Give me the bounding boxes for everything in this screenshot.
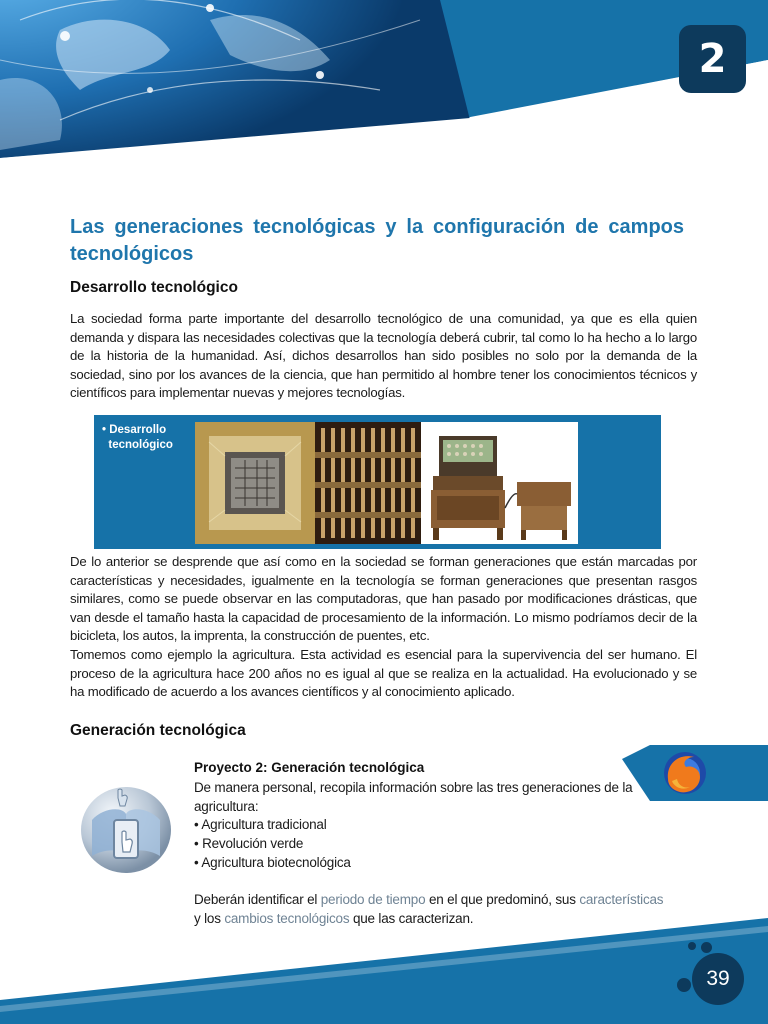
decorative-dot [677,978,691,992]
task-text-suffix: que las caracterizan. [349,911,474,926]
paragraph-generations: De lo anterior se desprende que así como en la sociedad se forman generaciones que están marcadas por características y necesidades, igualmente en la tecnología se forman generaciones que presentan rasgos similares, como se puede observar en las computadoras, que han pasado por modificaciones drásticas, que van desde el tamaño hasta la capacidad de procesamiento de la información. Lo mismo podríamos decir de la bicicleta, los autos, la imprenta, la construcción de puentes, etc. [70,554,697,644]
decorative-dot [701,942,712,953]
difference-engine-photo [315,422,421,544]
paragraph-intro: La sociedad forma parte importante del desarrollo tecnológico de una comunidad, ya que es ella quien demanda y dispara las necesidades colectivas que la tecnología deberá cubrir, tal como lo ha hecho a lo largo de la historia de la humanidad. Así, dichos desarrollos han sido posibles no solo por la demanda de la sociedad, sino por los avances de la ciencia, que han permitido al hombre tener los conocimientos técnicos y científicos para implementar nuevas y mejores tecnologías. [70,311,697,401]
touch-device-icon [78,784,174,874]
section-title: Las generaciones tecnológicas y la configuración de campos tecnológicos [70,216,684,265]
agriculture-generations-list [194,816,634,872]
microchip-photo [195,422,315,544]
page-number: 39 [692,953,744,1005]
footer-wave [0,918,768,1024]
subheading-generacion: Generación tecnológica [70,722,246,739]
technology-image-strip [94,415,661,549]
list-item: • Agricultura biotecnológica [194,854,351,870]
project-title: Proyecto 2: Generación tecnológica [194,760,425,775]
task-text-prefix: Deberán identificar el [194,892,321,907]
project-body [194,779,634,873]
early-computer-photo [421,422,578,544]
project-intro: De manera personal, recopila información sobre las tres generaciones de la agricultura: [194,780,633,814]
paragraph-agriculture: Tomemos como ejemplo la agricultura. Esta actividad es esencial para la supervivencia del ser humano. El proceso de la agricultura hace 200 años no es igual al que se realiza en la actualidad. Ha evolucionado y se ha modificado de acuerdo a los avances científicos y al conocimiento aplicado. [70,647,697,700]
highlight-cambios: cambios tecnológicos [224,911,350,926]
image-caption: • Desarrollo tecnológico [102,424,173,451]
highlight-caracteristicas: características [579,892,664,907]
task-text-mid-2: y los [194,911,225,926]
highlight-periodo: periodo de tiempo [320,892,426,907]
chapter-number-badge: 2 [679,25,746,93]
list-item: • Agricultura tradicional [194,817,327,833]
list-item: • Revolución verde [194,836,304,852]
firefox-browser-icon [660,749,710,797]
task-text-mid-1: en el que predominó, sus [425,892,580,907]
decorative-dot [688,942,696,950]
globe-banner-image [0,0,768,170]
subheading-desarrollo: Desarrollo tecnológico [70,279,238,296]
